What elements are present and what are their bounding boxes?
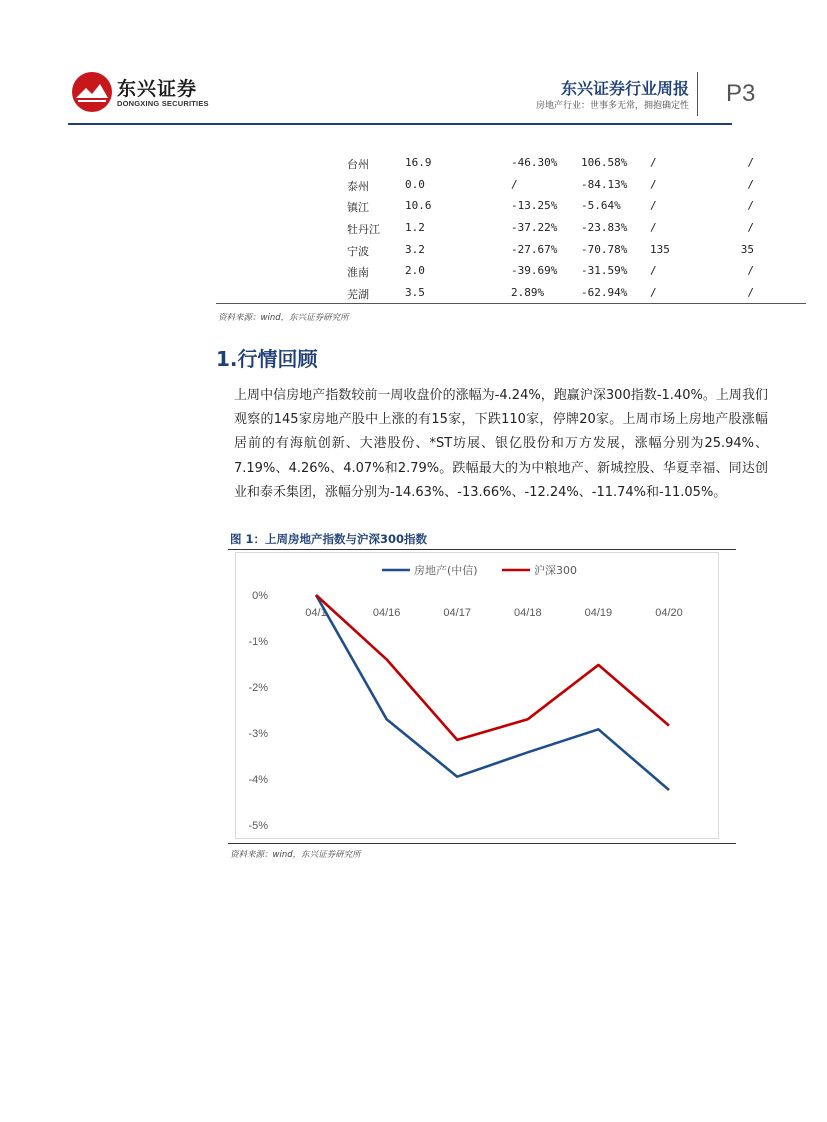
table-cell: 1.2: [405, 221, 425, 235]
table-cell: -31.59%: [581, 264, 628, 278]
table-cell: /: [650, 286, 657, 300]
x-tick-label: 04/20: [655, 607, 683, 619]
figure-title: 图 1：上周房地产指数与沪深300指数: [230, 532, 428, 546]
table-source-note: 资料来源：wind，东兴证券研究所: [218, 313, 349, 323]
y-tick-label: -2%: [248, 682, 268, 694]
table-bottom-rule: [216, 303, 806, 304]
table-cell: -46.30%: [511, 156, 558, 169]
legend-label: 房地产(中信): [414, 564, 478, 577]
report-subtitle: 房地产行业：世事多无常，拥抱确定性: [535, 101, 689, 111]
table-cell: 2.0: [405, 264, 425, 278]
table-cell: 镇江: [347, 201, 369, 215]
table-cell: 宁波: [347, 244, 369, 258]
figure-source-note: 资料来源：wind，东兴证券研究所: [230, 850, 361, 860]
table-cell: -23.83%: [581, 221, 628, 235]
table-cell: -84.13%: [581, 177, 628, 191]
table-cell: /: [650, 221, 657, 235]
table-cell: 35: [740, 242, 754, 256]
table-cell: 10.6: [405, 199, 432, 213]
table-cell: 淮南: [347, 266, 369, 280]
table-cell: /: [747, 264, 754, 278]
x-tick-label: 04/18: [514, 607, 542, 619]
table-cell: /: [747, 177, 754, 191]
table-row: [347, 239, 767, 261]
table-cell: -27.67%: [511, 242, 558, 256]
table-cell: 泰州: [347, 179, 369, 193]
series-line-1: [316, 595, 669, 790]
table-cell: 2.89%: [511, 286, 545, 300]
table-cell: /: [650, 199, 657, 213]
line-chart: [235, 552, 719, 839]
table-cell: 3.2: [405, 242, 425, 256]
city-data-table: [347, 152, 767, 304]
logo-text-en: DONGXING SECURITIES: [117, 99, 209, 108]
table-row: [347, 195, 767, 217]
table-cell: -5.64%: [581, 199, 621, 213]
table-cell: 牡丹江: [347, 223, 380, 237]
table-cell: /: [747, 221, 754, 235]
report-title: 东兴证券行业周报: [560, 79, 689, 98]
table-row: [347, 282, 767, 304]
table-cell: /: [650, 264, 657, 278]
table-cell: 3.5: [405, 286, 425, 300]
table-cell: 106.58%: [581, 156, 628, 169]
table-row: [347, 260, 767, 282]
header-divider: [697, 72, 698, 116]
section-paragraph: 上周中信房地产指数较前一周收盘价的涨幅为-4.24%，跑赢沪深300指数-1.40%。上周我们观察的145家房地产股中上涨的有15家，下跌110家，停牌20家。上周市场上房地产股涨幅居前的有海航创新、大港股份、*ST坊展、银亿股份和万方发展，涨幅分别为25.94%、7.19%、4.26%、4.07%和2.79%。跌幅最大的为中粮地产、新城控股、华夏幸福、同达创业和泰禾集团，涨幅分别为-14.63%、-13.66%、-12.24%、-11.74%和-11.05%。: [234, 388, 768, 500]
series-line-2: [316, 595, 669, 740]
figure-bottom-rule: [228, 843, 736, 844]
table-cell: /: [747, 199, 754, 213]
table-cell: -37.22%: [511, 221, 558, 235]
table-cell: 135: [650, 242, 670, 256]
x-tick-label: 04/19: [584, 607, 613, 619]
table-row: [347, 174, 767, 196]
table-cell: /: [650, 177, 657, 191]
table-cell: 0.0: [405, 177, 425, 191]
section-title: 1.行情回顾: [216, 347, 318, 371]
table-cell: 台州: [347, 158, 369, 171]
y-tick-label: 0%: [252, 590, 268, 602]
y-tick-label: -4%: [248, 774, 268, 786]
table-cell: /: [747, 156, 754, 169]
page-number: P3: [726, 80, 756, 107]
logo-text-cn: 东兴证券: [117, 78, 198, 100]
y-tick-label: -1%: [248, 636, 268, 648]
y-tick-label: -3%: [248, 728, 268, 740]
table-cell: 16.9: [405, 156, 432, 169]
table-cell: -39.69%: [511, 264, 558, 278]
x-tick-label: 04/1: [305, 607, 327, 619]
header-rule: [68, 123, 732, 125]
y-tick-label: -5%: [248, 820, 268, 832]
logo-emblem-icon: [70, 70, 114, 114]
figure-top-rule: [228, 549, 736, 550]
table-cell: /: [650, 156, 657, 169]
table-cell: /: [511, 177, 518, 191]
table-row: [347, 152, 767, 174]
x-tick-label: 04/17: [443, 607, 471, 619]
table-cell: /: [747, 286, 754, 300]
table-cell: -13.25%: [511, 199, 558, 213]
x-tick-label: 04/16: [372, 607, 401, 619]
table-cell: 芜湖: [347, 288, 369, 302]
legend-label: 沪深300: [534, 564, 577, 577]
table-row: [347, 217, 767, 239]
chart-canvas: [236, 553, 718, 838]
company-logo: [70, 70, 210, 118]
table-cell: -62.94%: [581, 286, 628, 300]
table-cell: -70.78%: [581, 242, 628, 256]
